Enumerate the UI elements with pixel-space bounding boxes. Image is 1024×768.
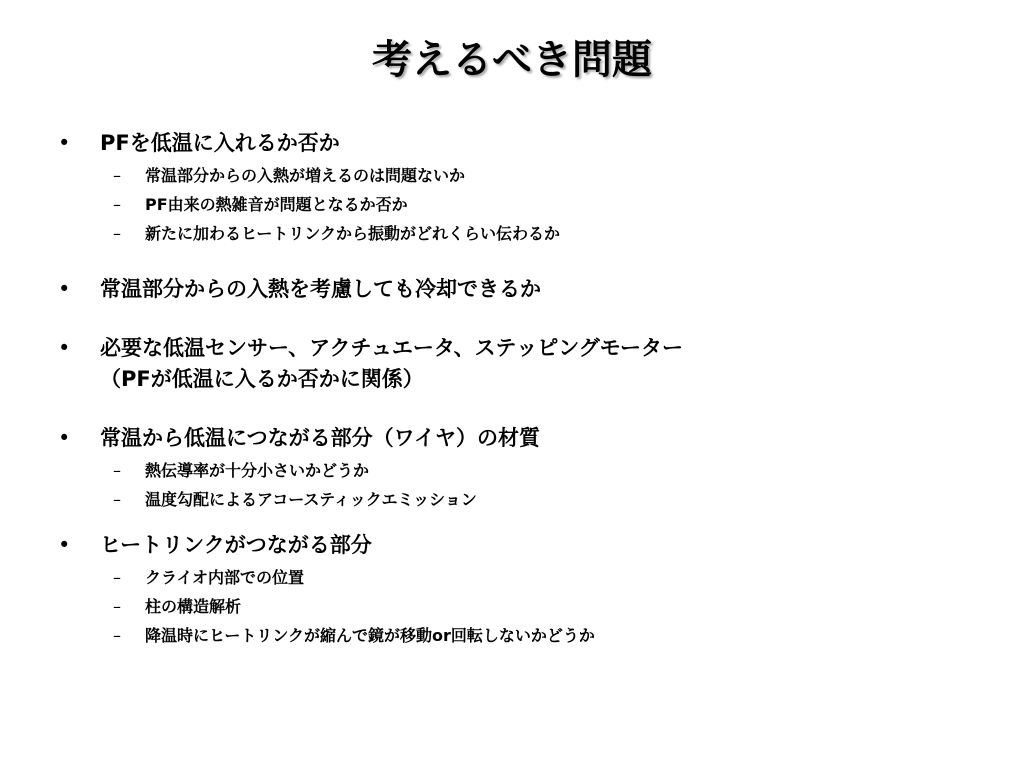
sub-item (58, 592, 998, 621)
sub-item (58, 485, 998, 514)
bullet-icon: • (58, 277, 71, 301)
dash-icon: – (113, 626, 121, 645)
sub-list (58, 161, 998, 248)
dash-icon: – (113, 597, 121, 616)
spacer (58, 514, 998, 530)
dash-icon: – (113, 568, 121, 587)
bullet-text: PFを低温に入れるか否か (100, 131, 340, 155)
bullet-item (58, 530, 998, 561)
bullet-icon: • (58, 336, 71, 360)
dash-icon: – (113, 490, 121, 509)
dash-icon: – (113, 461, 121, 480)
bullet-item (58, 274, 998, 305)
slide-title: 考えるべき問題 (372, 37, 652, 83)
bullet-item (58, 333, 998, 395)
bullet-list (58, 128, 998, 650)
sub-text: 温度勾配によるアコースティックエミッション (145, 490, 477, 509)
bullet-text: ヒートリンクがつながる部分 (100, 533, 372, 557)
bullet-text: 必要な低温センサー、アクチュエータ、ステッピングモーター (100, 336, 683, 360)
sub-list (58, 456, 998, 514)
bullet-text: 常温から低温につながる部分（ワイヤ）の材質 (100, 426, 540, 450)
sub-text: 熱伝導率が十分小さいかどうか (145, 461, 370, 480)
sub-item (58, 161, 998, 190)
bullet-icon: • (58, 426, 71, 450)
bullet-icon: • (58, 131, 71, 155)
bullet-text-line2: （PFが低温に入るか否かに関係） (100, 367, 424, 391)
dash-icon: – (113, 224, 121, 243)
bullet-item (58, 128, 998, 159)
bullet-icon: • (58, 533, 71, 557)
sub-text: PF由来の熱雑音が問題となるか否か (145, 195, 408, 214)
dash-icon: – (113, 166, 121, 185)
spacer (58, 395, 998, 423)
sub-text: クライオ内部での位置 (145, 568, 305, 587)
sub-item (58, 190, 998, 219)
spacer (58, 305, 998, 333)
sub-list (58, 563, 998, 650)
sub-item (58, 219, 998, 248)
sub-text: 降温時にヒートリンクが縮んで鏡が移動or回転しないかどうか (145, 626, 595, 645)
sub-text: 柱の構造解析 (145, 597, 242, 616)
sub-item (58, 621, 998, 650)
sub-text: 常温部分からの入熱が増えるのは問題ないか (145, 166, 466, 185)
bullet-item (58, 423, 998, 454)
sub-item (58, 563, 998, 592)
dash-icon: – (113, 195, 121, 214)
sub-item (58, 456, 998, 485)
bullet-text: 常温部分からの入熱を考慮しても冷却できるか (100, 277, 541, 301)
spacer (58, 248, 998, 274)
sub-text: 新たに加わるヒートリンクから振動がどれくらい伝わるか (145, 224, 561, 243)
